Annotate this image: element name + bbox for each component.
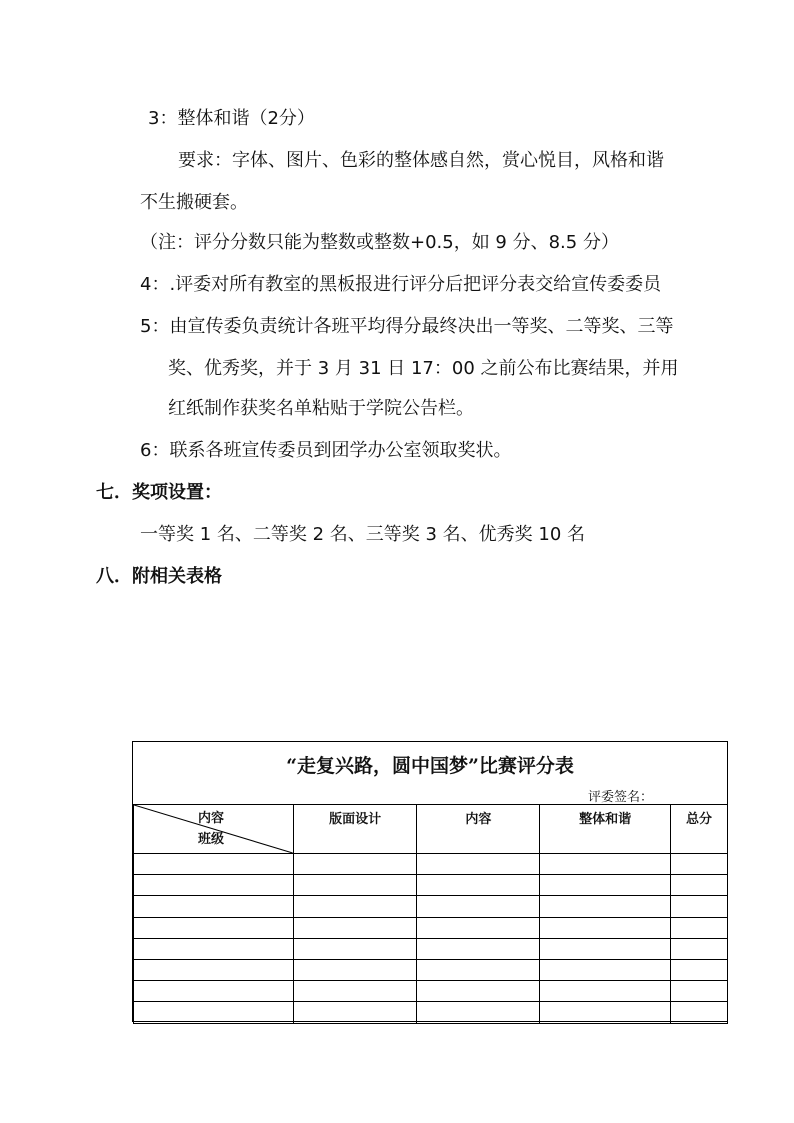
- score-cell[interactable]: [540, 875, 671, 896]
- table-row: [134, 875, 728, 896]
- section8-heading: 八．附相关表格: [96, 566, 222, 587]
- class-name-cell[interactable]: [134, 875, 294, 896]
- class-name-cell[interactable]: [134, 896, 294, 917]
- score-cell[interactable]: [417, 917, 540, 938]
- score-cell[interactable]: [671, 896, 728, 917]
- class-name-cell[interactable]: [134, 1002, 294, 1023]
- score-cell[interactable]: [417, 981, 540, 1002]
- score-cell[interactable]: [417, 938, 540, 959]
- item6: 6：联系各班宣传委员到团学办公室领取奖状。: [140, 440, 512, 461]
- score-cell[interactable]: [293, 981, 417, 1002]
- item5-line2: 奖、优秀奖，并于 3 月 31 日 17：00 之前公布比赛结果，并用: [168, 358, 679, 379]
- score-cell[interactable]: [540, 1002, 671, 1023]
- class-name-cell[interactable]: [134, 917, 294, 938]
- score-cell[interactable]: [671, 938, 728, 959]
- scoring-note: （注：评分分数只能为整数或整数+0.5，如 9 分、8.5 分）: [140, 232, 619, 253]
- score-cell[interactable]: [293, 896, 417, 917]
- class-name-cell[interactable]: [134, 938, 294, 959]
- score-cell[interactable]: [540, 981, 671, 1002]
- score-cell[interactable]: [540, 938, 671, 959]
- table-row: [134, 959, 728, 980]
- class-name-cell[interactable]: [134, 959, 294, 980]
- item5-line1: 5：由宣传委负责统计各班平均得分最终决出一等奖、二等奖、三等: [140, 316, 674, 337]
- column-header-layout-design: 版面设计: [293, 805, 417, 854]
- column-header-overall-harmony: 整体和谐: [540, 805, 671, 854]
- score-cell[interactable]: [417, 1002, 540, 1023]
- table-row: [134, 917, 728, 938]
- score-sheet: [132, 741, 728, 1022]
- score-cell[interactable]: [417, 896, 540, 917]
- table-row: [134, 938, 728, 959]
- score-cell[interactable]: [540, 917, 671, 938]
- judge-signature: [588, 786, 721, 805]
- item3-title: 3：整体和谐（2分）: [148, 108, 315, 129]
- item3-requirement-line1: 要求：字体、图片、色彩的整体感自然，赏心悦目，风格和谐: [178, 150, 664, 171]
- score-cell[interactable]: [671, 1002, 728, 1023]
- score-table-header-row: [134, 805, 728, 854]
- score-cell[interactable]: [671, 875, 728, 896]
- judge-signature-blank[interactable]: [653, 790, 721, 805]
- score-cell[interactable]: [540, 959, 671, 980]
- score-cell[interactable]: [671, 854, 728, 875]
- score-cell[interactable]: [293, 938, 417, 959]
- score-cell[interactable]: [293, 854, 417, 875]
- score-cell[interactable]: [293, 875, 417, 896]
- item3-requirement-line2: 不生搬硬套。: [140, 192, 248, 213]
- diagonal-header-class-label: 班级: [198, 832, 225, 847]
- class-name-cell[interactable]: [134, 981, 294, 1002]
- diagonal-header-content-label: 内容: [198, 811, 225, 826]
- judge-signature-label: 评委签名：: [587, 790, 653, 805]
- item4: 4：.评委对所有教室的黑板报进行评分后把评分表交给宣传委委员: [140, 274, 662, 295]
- score-cell[interactable]: [417, 959, 540, 980]
- table-row: [134, 1002, 728, 1023]
- table-row: [134, 981, 728, 1002]
- score-sheet-title: “走复兴路，圆中国梦”比赛评分表: [286, 755, 574, 777]
- score-cell[interactable]: [293, 1002, 417, 1023]
- score-cell[interactable]: [417, 875, 540, 896]
- score-cell[interactable]: [671, 981, 728, 1002]
- score-cell[interactable]: [417, 854, 540, 875]
- diagonal-header-cell: [134, 805, 294, 854]
- score-cell[interactable]: [671, 917, 728, 938]
- score-cell[interactable]: [540, 854, 671, 875]
- score-cell[interactable]: [671, 959, 728, 980]
- score-cell[interactable]: [540, 896, 671, 917]
- score-cell[interactable]: [293, 917, 417, 938]
- class-name-cell[interactable]: [134, 854, 294, 875]
- table-row: [134, 854, 728, 875]
- score-table: [133, 804, 728, 1024]
- section7-content: 一等奖 1 名、二等奖 2 名、三等奖 3 名、优秀奖 10 名: [140, 524, 586, 545]
- column-header-total: 总分: [671, 805, 728, 854]
- column-header-content: 内容: [417, 805, 540, 854]
- score-cell[interactable]: [293, 959, 417, 980]
- table-row: [134, 896, 728, 917]
- section7-heading: 七．奖项设置：: [96, 482, 222, 503]
- item5-line3: 红纸制作获奖名单粘贴于学院公告栏。: [168, 398, 474, 419]
